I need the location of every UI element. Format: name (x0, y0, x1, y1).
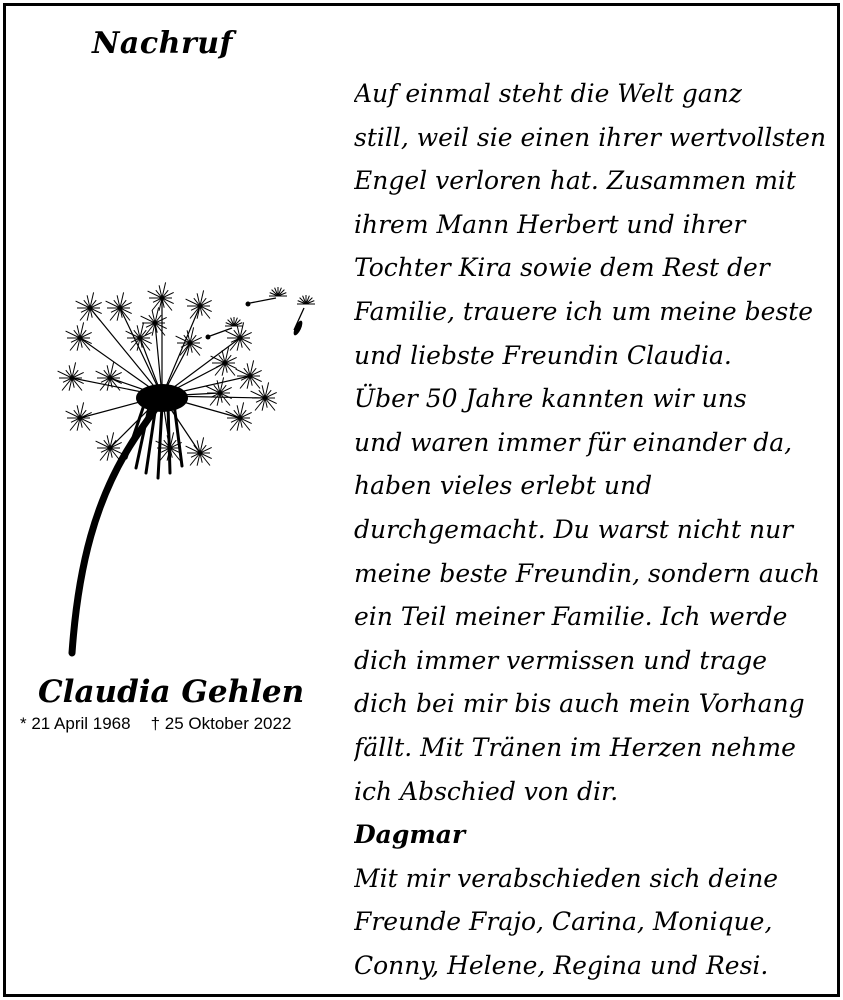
dandelion-icon (50, 268, 326, 658)
message-line: dich immer vermissen und trage (354, 645, 768, 675)
message-line: still, weil sie einen ihrer wertvollsten (354, 122, 827, 152)
message-line: Familie, trauere ich um meine beste (354, 296, 814, 326)
message-line: und waren immer für einander da, (354, 427, 793, 457)
message-line: ein Teil meiner Familie. Ich werde (354, 602, 788, 632)
obituary-frame (3, 3, 840, 997)
death-date: † 25 Oktober 2022 (150, 714, 292, 733)
birth-date: * 21 April 1968 (20, 714, 131, 733)
farewell-line: Mit mir verabschieden sich deine (354, 863, 779, 893)
message-line: haben vieles erlebt und (354, 471, 653, 501)
message-line: ich Abschied von dir. (354, 776, 619, 806)
message-line: Tochter Kira sowie dem Rest der (354, 253, 770, 283)
message-line: dich bei mir bis auch mein Vorhang (354, 689, 805, 719)
message-line: Auf einmal steht die Welt ganz (354, 79, 742, 108)
message-line: ihrem Mann Herbert und ihrer (354, 209, 746, 239)
life-dates (20, 714, 330, 734)
message-line: Engel verloren hat. Zusammen mit (354, 166, 796, 196)
heading: Nachruf (92, 26, 233, 61)
deceased-name: Claudia Gehlen (38, 674, 305, 710)
message-line: fällt. Mit Tränen im Herzen nehme (354, 732, 796, 762)
signature: Dagmar (354, 820, 466, 850)
message-line: meine beste Freundin, sondern auch (354, 558, 820, 588)
message-text (354, 72, 832, 987)
farewell-line: Freunde Frajo, Carina, Monique, (354, 907, 773, 937)
message-line: durchgemacht. Du warst nicht nur (354, 514, 794, 544)
message-line: und liebste Freundin Claudia. (354, 340, 732, 370)
farewell-line: Conny, Helene, Regina und Resi. (354, 950, 769, 980)
message-line: Über 50 Jahre kannten wir uns (354, 384, 747, 414)
